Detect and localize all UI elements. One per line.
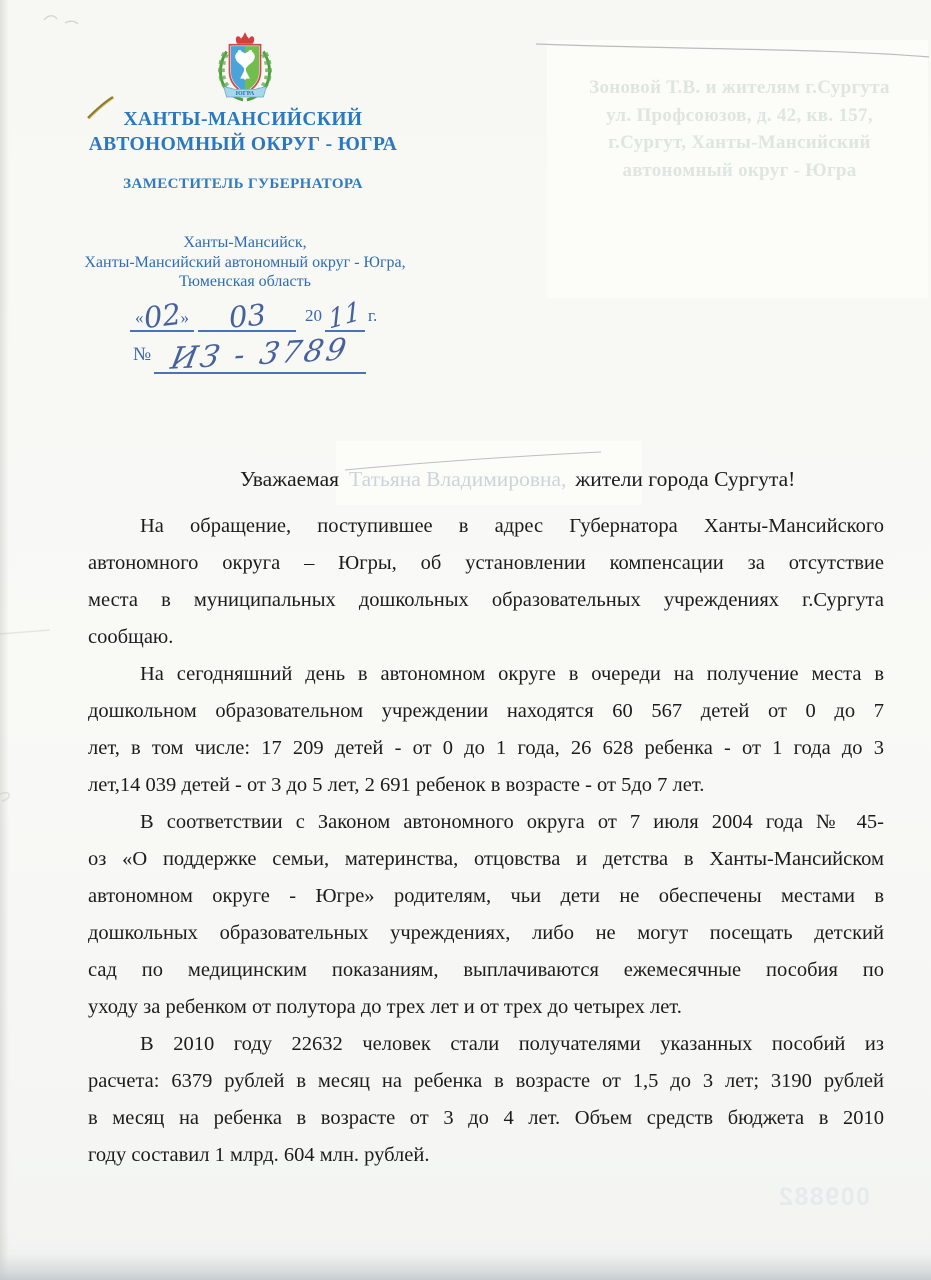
date-line [130, 297, 380, 335]
recipient-line: г.Сургут, Ханты-Мансийский [608, 132, 871, 153]
number-line [130, 334, 366, 378]
emblem-crown [236, 32, 254, 44]
body-line: На обращение, поступившее в адрес Губернатора Ханты-Мансийского [140, 515, 884, 537]
official-title: ЗАМЕСТИТЕЛЬ ГУБЕРНАТОРА [123, 176, 363, 192]
org-name-line1: ХАНТЫ-МАНСИЙСКИЙ [123, 109, 363, 130]
emblem-shield [230, 45, 261, 94]
paragraph [88, 804, 884, 1026]
recipient-line: автономный округ - Югра [622, 159, 857, 181]
body-line: автономного округа – Югры, об установлении компенсации за отсутствие [88, 552, 884, 574]
body-line: в месяц на ребенка в возрасте от 3 до 4 лет. Объем средств бюджета в 2010 [88, 1107, 884, 1129]
body-line: сообщаю. [88, 626, 174, 648]
place-line: Ханты-Мансийск, [183, 234, 307, 251]
body-line: автономном округе - Югре» родителям, чьи дети не обеспечены местами в [88, 885, 884, 907]
bleed-through-number: 009882 [777, 1183, 870, 1211]
date-year-suffix: г. [368, 306, 378, 325]
paragraph [88, 656, 884, 804]
body-line: На сегодняшний день в автономном округе в очереди на получение места в [140, 663, 884, 685]
paragraph [88, 1026, 884, 1174]
body-line: году составил 1 млрд. 604 млн. рублей. [88, 1144, 430, 1166]
body-line: уходу за ребенком от полутора до трех лет и от трех до четырех лет. [88, 996, 682, 1018]
handwritten-year: 11 [327, 296, 362, 336]
letter-body [88, 508, 884, 1174]
recipient-line: ул. Профсоюзов, д. 42, кв. 157, [606, 104, 873, 126]
handwritten-outgoing-number: ИЗ - 3789 [168, 332, 353, 377]
handwritten-month: 03 [227, 297, 267, 335]
date-year-prefix: 20 [305, 306, 322, 325]
salutation-suffix: жители города Сургута! [575, 467, 796, 491]
paragraph [88, 508, 884, 656]
body-line: лет, в том числе: 17 209 детей - от 0 до 1 года, 26 628 ребенка - от 1 года до 3 [88, 737, 884, 759]
body-line: оз «О поддержке семьи, материнства, отцовства и детства в Ханты-Мансийском [88, 848, 884, 870]
place-block [45, 233, 445, 292]
erased-recipient-name: Татьяна Владимировна, [349, 467, 567, 491]
salutation-line [88, 462, 893, 496]
handwritten-day: 02 [141, 296, 183, 336]
body-line: расчета: 6379 рублей в месяц на ребенка в возрасте от 1,5 до 3 лет; 3190 рублей [88, 1070, 884, 1092]
body-line: дошкольных образовательных учреждениях, либо не могут посещать детский [88, 922, 884, 944]
date-open-quote: « [135, 308, 144, 327]
place-line: Тюменская область [179, 273, 311, 290]
recipient-address [557, 74, 922, 184]
body-line: дошкольном образовательном учреждении находятся 60 567 детей от 0 до 7 [88, 700, 884, 722]
salutation-prefix: Уважаемая [240, 467, 340, 491]
pencil-mark [44, 16, 78, 24]
body-line: сад по медицинским показаниям, выплачиваются ежемесячные пособия по [88, 959, 884, 981]
recipient-line: Зоновой Т.В. и жителям г.Сургута [589, 77, 890, 98]
date-day-blank [130, 296, 194, 336]
org-name-line2: АВТОНОМНЫЙ ОКРУГ - ЮГРА [88, 134, 398, 155]
coat-of-arms-emblem [214, 31, 276, 103]
body-line: В 2010 году 22632 человек стали получателями указанных пособий из [140, 1033, 884, 1055]
place-line: Ханты-Мансийский автономный округ - Югра, [84, 253, 406, 271]
number-blank [154, 332, 366, 377]
date-year-blank [325, 296, 365, 336]
emblem-banner-text: ЮГРА [235, 90, 255, 98]
body-line: места в муниципальных дошкольных образовательных учреждениях г.Сургута [88, 589, 884, 611]
body-line: В соответствии с Законом автономного округа от 7 июля 2004 года № 45- [140, 811, 884, 833]
date-month-blank [198, 297, 296, 335]
org-name [43, 107, 443, 157]
number-label: № [133, 344, 152, 365]
patch-edge-line-top [536, 44, 929, 57]
bottom-edge-shade [0, 1254, 931, 1280]
body-line: лет,14 039 детей - от 3 до 5 лет, 2 691 ребенок в возрасте - от 5до 7 лет. [88, 774, 705, 796]
date-close-quote: » [180, 308, 189, 327]
left-edge-shade [0, 0, 9, 1280]
